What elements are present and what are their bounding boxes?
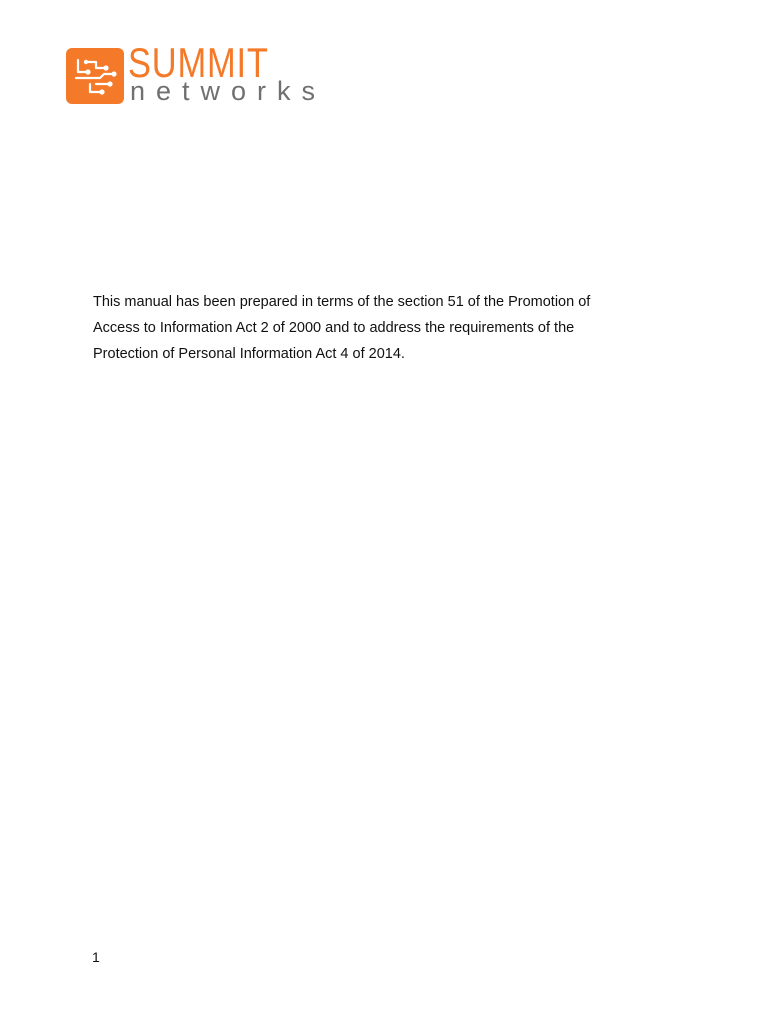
- brand-name: SUMMIT: [128, 39, 269, 86]
- intro-line: Access to Information Act 2 of 2000 and to address the requirements of the: [93, 320, 575, 336]
- brand-tagline: networks: [130, 76, 327, 106]
- intro-line: Protection of Personal Information Act 4 of 2014.: [93, 346, 405, 362]
- circuit-icon: [66, 48, 124, 104]
- intro-paragraph: [93, 289, 653, 367]
- page-number: 1: [92, 949, 100, 965]
- summit-networks-logo: [66, 39, 327, 106]
- intro-line: This manual has been prepared in terms of the section 51 of the Promotion of: [93, 294, 591, 310]
